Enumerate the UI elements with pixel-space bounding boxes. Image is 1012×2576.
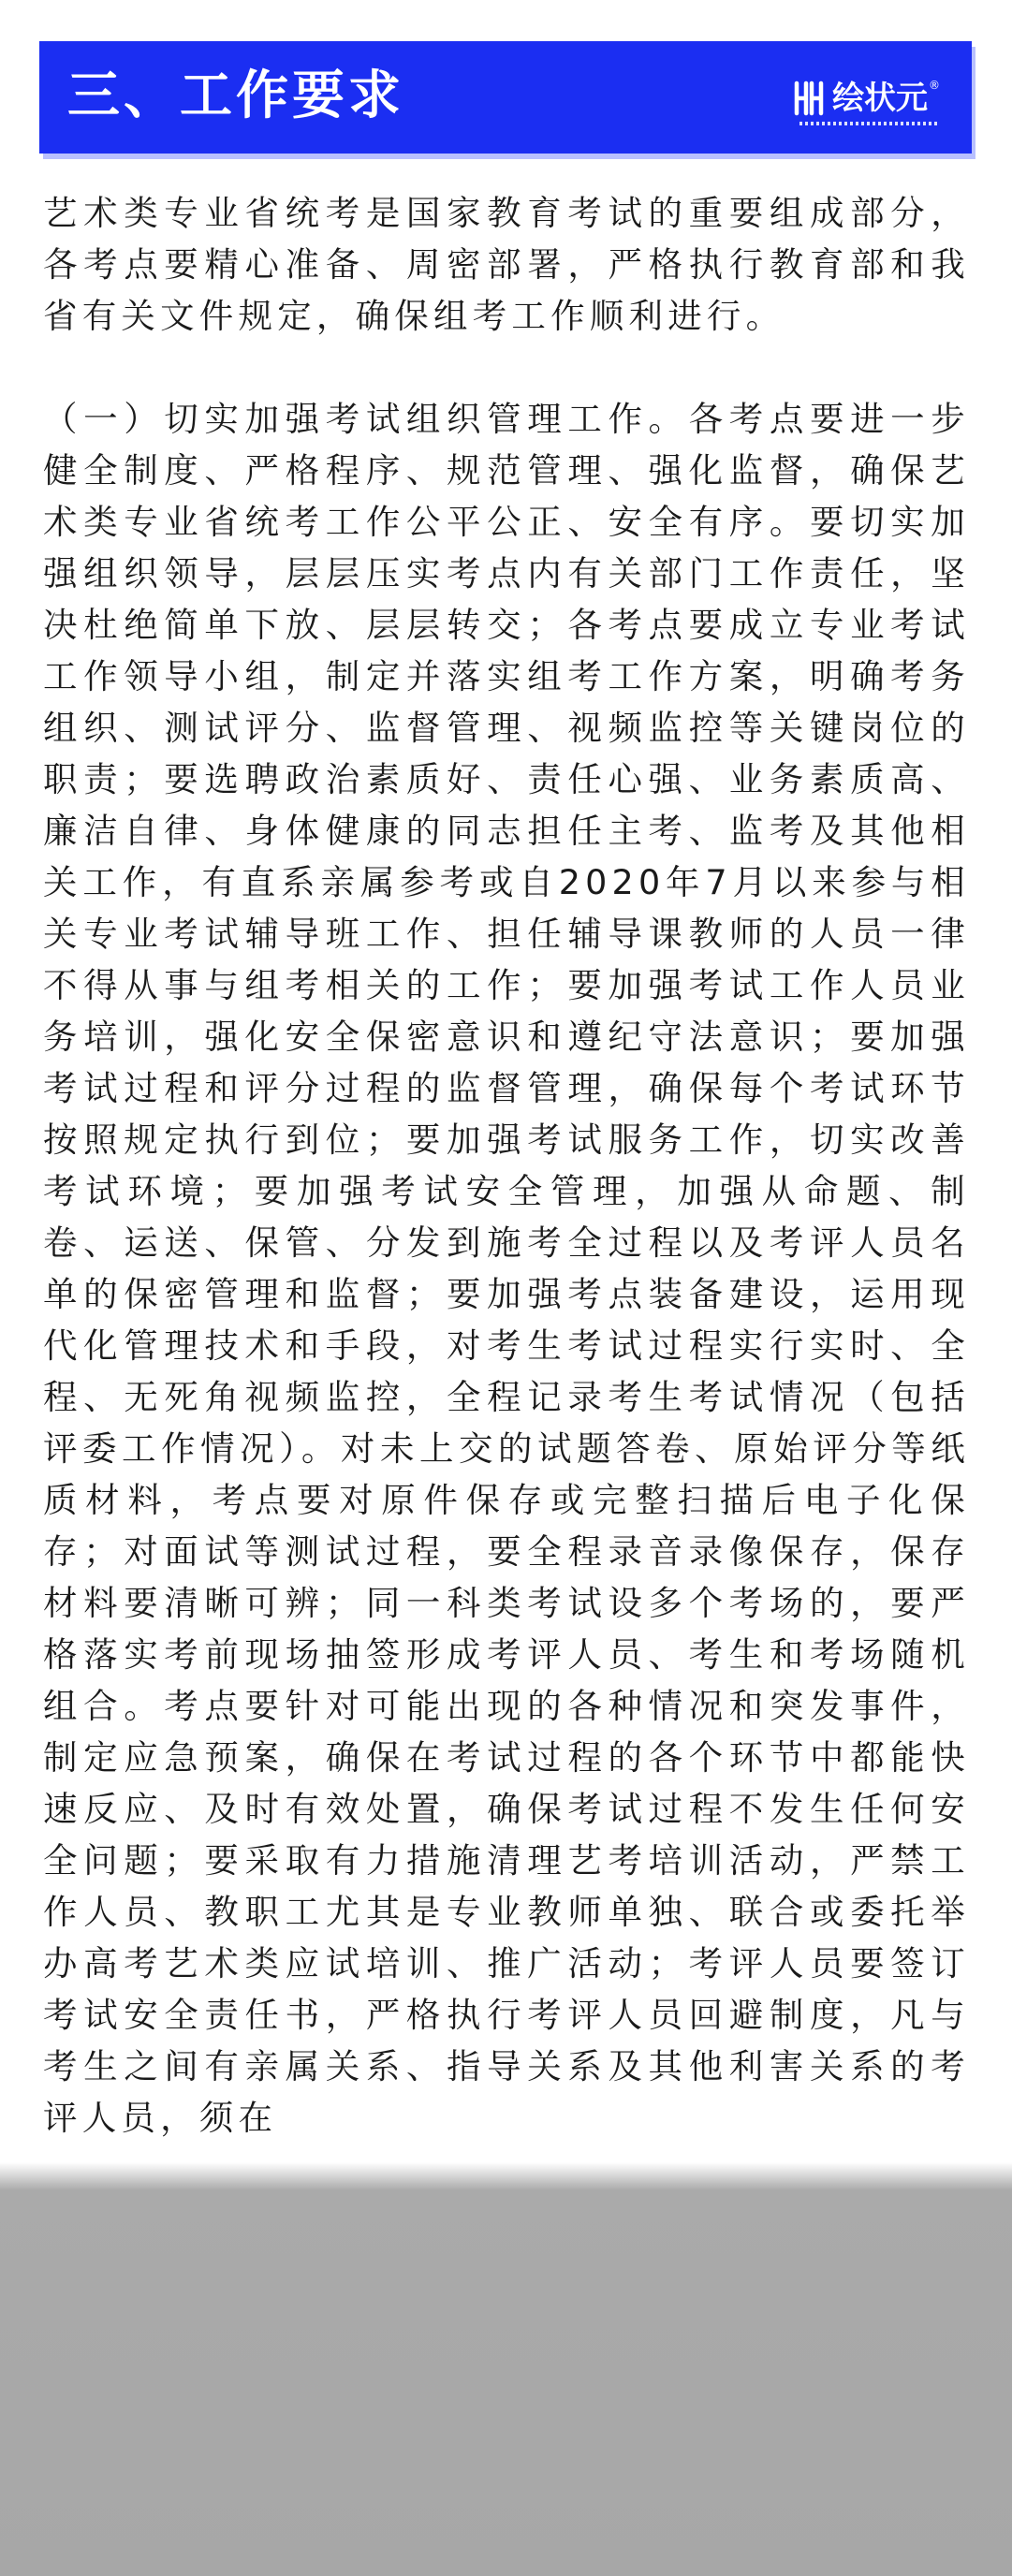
section-header	[39, 41, 972, 154]
content-fade-overlay	[0, 2162, 1012, 2576]
paragraph-intro: 艺术类专业省统考是国家教育考试的重要组成部分，各考点要精心准备、周密部署，严格执行教育部和我省有关文件规定，确保组考工作顺利进行。	[43, 193, 970, 336]
brand-logo-icon	[793, 80, 825, 117]
brand-underline-dots	[799, 122, 938, 125]
brand-registered-mark: ®	[929, 79, 940, 92]
section-title: 三、工作要求	[67, 66, 404, 126]
brand-logo	[793, 77, 940, 120]
brand-name: 绘状元	[832, 80, 928, 117]
paragraph-section-1: （一）切实加强考试组织管理工作。各考点要进一步健全制度、严格程序、规范管理、强化监督，确保艺术类专业省统考工作公平公正、安全有序。要切实加强组织领导，层层压实考点内有关部门工作责任，坚决杜绝简单下放、层层转交；各考点要成立专业考试工作领导小组，制定并落实组考工作方案，明确考务组织、测试评分、监督管理、视频监控等关键岗位的职责；要选聘政治素质好、责任心强、业务素质高、廉洁自律、身体健康的同志担任主考、监考及其他相关工作，有直系亲属参考或自2020年7月以来参与相关专业考试辅导班工作、担任辅导课教师的人员一律不得从事与组考相关的工作；要加强考试工作人员业务培训，强化安全保密意识和遵纪守法意识；要加强考试过程和评分过程的监督管理，确保每个考试环节按照规定执行到位；要加强考试服务工作，切实改善考试环境；要加强考试安全管理，加强从命题、制卷、运送、保管、分发到施考全过程以及考评人员名单的保密管理和监督；要加强考点装备建设，运用现代化管理技术和手段，对考生考试过程实行实时、全程、无死角视频监控，全程记录考生考试情况（包括评委工作情况）。对未上交的试题答卷、原始评分等纸质材料，考点要对原件保存或完整扫描后电子化保存；对面试等测试过程，要全程录音录像保存，保存材料要清晰可辨；同一科类考试设多个考场的，要严格落实考前现场抽签形成考评人员、考生和考场随机组合。考点要针对可能出现的各种情况和突发事件，制定应急预案，确保在考试过程的各个环节中都能快速反应、及时有效处置，确保考试过程不发生任何安全问题；要采取有力措施清理艺考培训活动，严禁工作人员、教职工尤其是专业教师单独、联合或委托举办高考艺术类应试培训、推广活动；考评人员要签订考试安全责任书，严格执行考评人员回避制度，凡与考生之间有亲属关系、指导关系及其他利害关系的考评人员，须在	[43, 399, 970, 2138]
article-body	[43, 187, 970, 2144]
